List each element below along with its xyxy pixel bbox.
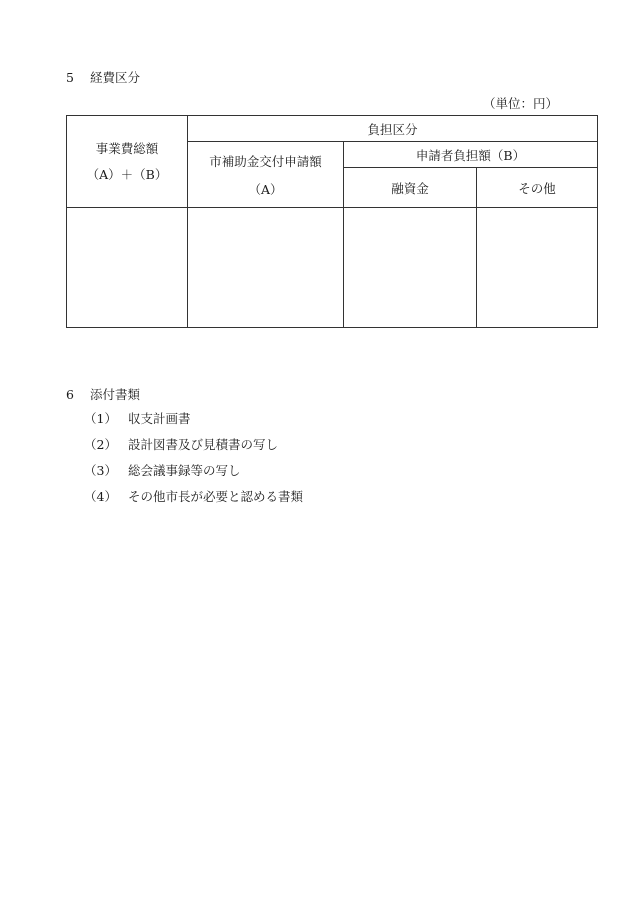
attachment-index: （2） bbox=[84, 437, 117, 452]
subsidy-value bbox=[188, 208, 344, 328]
burden-header: 負担区分 bbox=[188, 116, 598, 142]
total-cost-header-line1: 事業費総額 bbox=[95, 140, 159, 156]
subsidy-header bbox=[188, 142, 344, 208]
section-5-number: 5 bbox=[66, 70, 74, 85]
attachment-text: その他市長が必要と認める書類 bbox=[128, 489, 304, 504]
subsidy-header-line2: （A） bbox=[248, 182, 283, 197]
attachment-item bbox=[84, 409, 303, 435]
attachment-item bbox=[84, 487, 303, 513]
attachment-text: 設計図書及び見積書の写し bbox=[128, 437, 279, 452]
attachment-index: （4） bbox=[84, 489, 117, 504]
total-cost-header-line2: （A）＋（B） bbox=[86, 166, 168, 182]
other-value bbox=[477, 208, 598, 328]
subsidy-header-line1: 市補助金交付申請額 bbox=[209, 154, 322, 169]
attachment-text: 収支計画書 bbox=[128, 411, 191, 426]
section-5-heading bbox=[66, 68, 140, 86]
attachment-text: 総会議事録等の写し bbox=[128, 463, 241, 478]
applicant-burden-header: 申請者負担額（B） bbox=[344, 142, 598, 168]
expense-breakdown-table bbox=[66, 115, 598, 328]
attachment-index: （3） bbox=[84, 463, 117, 478]
section-5-title: 経費区分 bbox=[90, 70, 141, 85]
loan-value bbox=[344, 208, 477, 328]
section-6-title: 添付書類 bbox=[90, 387, 141, 402]
other-header: その他 bbox=[477, 168, 598, 208]
attachment-item bbox=[84, 461, 303, 487]
total-cost-header bbox=[67, 116, 188, 208]
attachment-item bbox=[84, 435, 303, 461]
loan-header: 融資金 bbox=[344, 168, 477, 208]
unit-note: （単位：円） bbox=[482, 96, 558, 111]
section-6-heading bbox=[66, 385, 140, 403]
total-cost-value bbox=[67, 208, 188, 328]
section-6-number: 6 bbox=[66, 387, 74, 402]
attachment-index: （1） bbox=[84, 411, 117, 426]
attachment-list bbox=[84, 409, 303, 513]
